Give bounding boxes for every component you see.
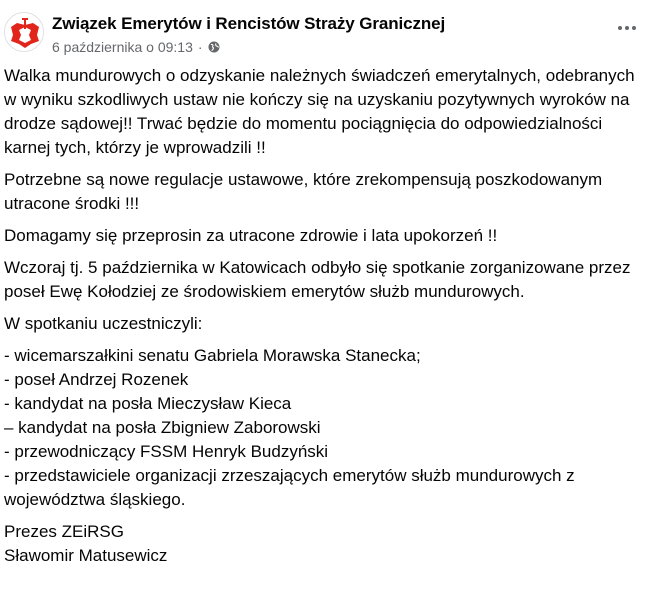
post-paragraph: Wczoraj tj. 5 października w Katowicach odbyło się spotkanie zorganizowane przez poseł Ewę Kołodziej ze środowiskiem emerytów służb mundurowych. [4, 258, 631, 301]
signature [4, 520, 640, 568]
more-dot [618, 26, 622, 30]
more-dot [632, 26, 636, 30]
post-body [4, 64, 640, 568]
post-meta [52, 39, 220, 55]
more-dot [625, 26, 629, 30]
participant-item: - wicemarszałkini senatu Gabriela Morawska Stanecka; [4, 346, 421, 365]
participants-heading: W spotkaniu uczestniczyli: [4, 314, 203, 333]
post-paragraph: Potrzebne są nowe regulacje ustawowe, które zrekompensują poszkodowanym utracone środki !!! [4, 170, 603, 213]
post-date[interactable]: 6 października o 09:13 [52, 39, 193, 55]
post-paragraph: Domagamy się przeprosin za utracone zdrowie i lata upokorzeń !! [4, 226, 498, 245]
participant-item: - przedstawiciele organizacji zrzeszających emerytów służb mundurowych z województwa śląskiego. [4, 466, 575, 509]
page-name[interactable]: Związek Emerytów i Rencistów Straży Granicznej [52, 14, 446, 33]
page-avatar[interactable] [4, 12, 44, 52]
globe-icon[interactable] [208, 41, 220, 53]
participant-item: - przewodniczący FSSM Henryk Budzyński [4, 442, 329, 461]
signature-name: Sławomir Matusewicz [4, 546, 168, 565]
signature-title: Prezes ZEiRSG [4, 522, 124, 541]
post-paragraph: Walka mundurowych o odzyskanie należnych świadczeń emerytalnych, odebranych w wyniku szkodliwych ustaw nie kończy się na uzyskaniu pozytywnych wyroków na drodze sądowej!! Trwać będzie do momentu pociągnięcia do odpowiedzialności karnej tych, którzy je wprowadzili !! [4, 66, 635, 157]
participant-item: - kandydat na posła Mieczysław Kieca [4, 394, 292, 413]
post-header [0, 0, 647, 62]
union-logo-icon [5, 13, 44, 52]
more-horizontal-icon[interactable] [613, 16, 641, 40]
meta-separator: · [197, 39, 203, 55]
participants-list [4, 344, 640, 512]
participant-item: - poseł Andrzej Rozenek [4, 370, 189, 389]
participant-item: – kandydat na posła Zbigniew Zaborowski [4, 418, 321, 437]
